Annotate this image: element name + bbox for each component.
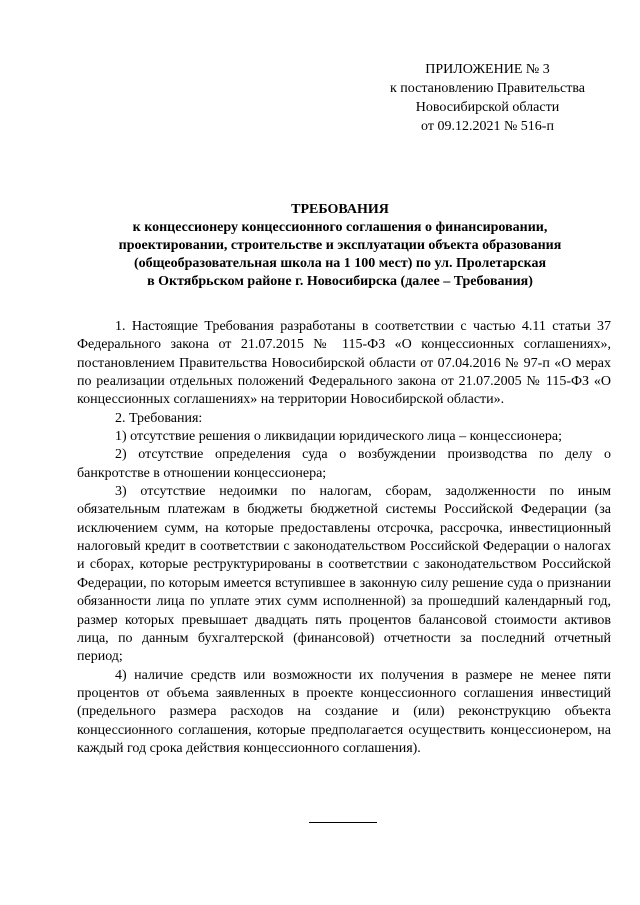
end-separator-line bbox=[309, 822, 377, 823]
requirement-item-1: 1) отсутствие решения о ликвидации юридического лица – концессионера; bbox=[115, 429, 562, 445]
requirement-item-2: 2) отсутствие определения суда о возбуждении производства по делу о банкротстве в отношении концессионера; bbox=[77, 447, 611, 481]
requirement-item-3: 3) отсутствие недоимки по налогам, сборам, задолженности по иным обязательным платежам в бюджеты бюджетной системы Российской Федерации (за исключением сумм, на которые предоставлены отсрочка, рассрочка, инвестиционный налоговый кредит в соответствии с законодательством Российской Федерации о налогах и сборах, которые реструктурированы в соответствии с законодательством Российской Федерации, по которым имеется вступившее в законную силу решение суда о признании обязанности лица по уплате этих сумм исполненной) за прошедший календарный год, размер которых превышает двадцать пять процентов балансовой стоимости активов лица, по данным бухгалтерской (финансовой) отчетности за последний отчетный период; bbox=[77, 484, 611, 665]
title-line: к концессионеру концессионного соглашения о финансировании, bbox=[132, 220, 548, 235]
requirement-item-4: 4) наличие средств или возможности их получения в размере не менее пяти процентов от объема заявленных в проекте концессионного соглашения инвестиций (предельного размера расходов на создание и (или) реконструкцию объекта концессионного соглашения, которые предполагается осуществить концессионером, на каждый год срока действия концессионного соглашения). bbox=[77, 667, 611, 756]
document-title bbox=[40, 201, 640, 291]
title-line: проектировании, строительстве и эксплуатации объекта образования bbox=[118, 238, 562, 253]
appendix-date-number: от 09.12.2021 № 516-п bbox=[421, 119, 554, 134]
appendix-header bbox=[370, 60, 605, 136]
title-line: (общеобразовательная школа на 1 100 мест) по ул. Пролетарская bbox=[133, 256, 547, 271]
title-heading: ТРЕБОВАНИЯ bbox=[291, 202, 389, 217]
paragraph-2: 2. Требования: bbox=[115, 410, 203, 426]
appendix-region: Новосибирской области bbox=[415, 100, 560, 115]
title-line: в Октябрьском районе г. Новосибирска (далее – Требования) bbox=[147, 274, 533, 289]
document-body bbox=[77, 318, 611, 758]
appendix-reference: к постановлению Правительства bbox=[389, 81, 586, 96]
appendix-number: ПРИЛОЖЕНИЕ № 3 bbox=[425, 62, 550, 77]
paragraph-1: 1. Настоящие Требования разработаны в соответствии с частью 4.11 статьи 37 Федерального закона от 21.07.2015 № 115-ФЗ «О концессионных соглашениях», постановлением Правительства Новосибирской области от 07.04.2016 № 97-п «О мерах по реализации отдельных положений Федерального закона от 21.07.2005 № 115-ФЗ «О концессионных соглашениях» на территории Новосибирской области». bbox=[77, 319, 611, 408]
